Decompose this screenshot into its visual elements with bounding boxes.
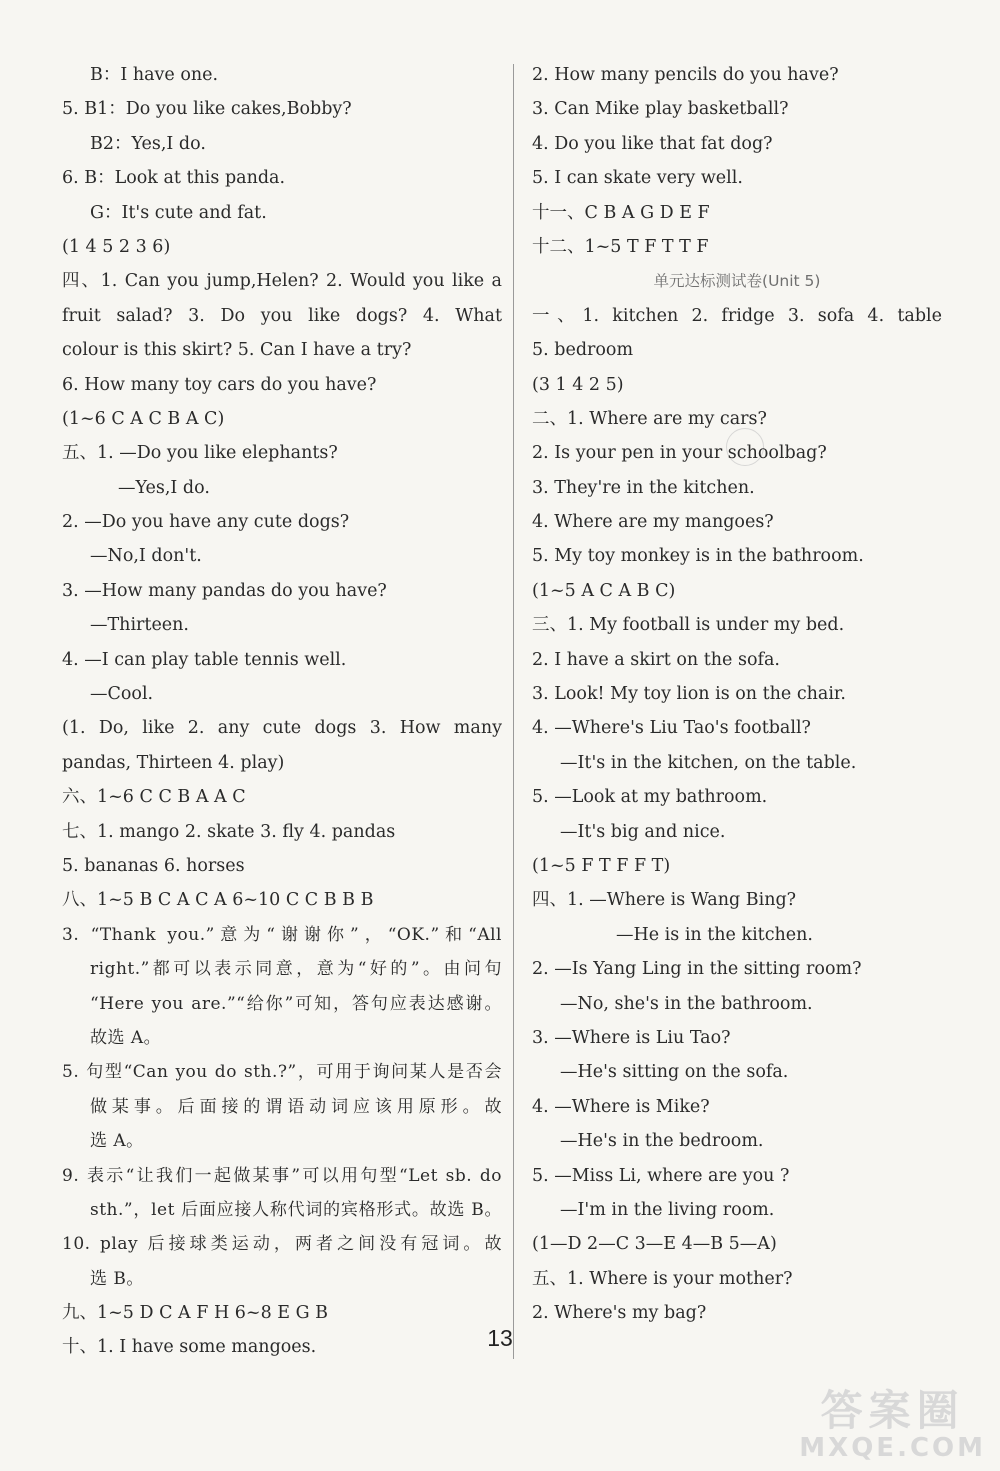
watermark [799, 1388, 986, 1462]
answer-line: 三、1. My football is under my bed. [532, 615, 845, 636]
answer-line: —No,I don't. [90, 546, 202, 567]
answer-line: 一、1. kitchen 2. fridge 3. sofa 4. table [532, 305, 942, 326]
answer-line: (1. Do, like 2. any cute dogs 3. How many [62, 718, 502, 739]
answer-line: 5. —Look at my bathroom. [532, 787, 768, 808]
answer-line: 5. I can skate very well. [532, 168, 743, 189]
answer-line: 3. Look! My toy lion is on the chair. [532, 684, 846, 705]
answer-line: (1~5 A C A B C) [532, 580, 676, 601]
answer-line: —He's sitting on the sofa. [560, 1062, 789, 1083]
answer-line: 九、1~5 D C A F H 6~8 E G B [62, 1303, 329, 1324]
answer-line: —Thirteen. [90, 615, 189, 636]
answer-line: 5. B1：Do you like cakes,Bobby? [62, 99, 352, 120]
answer-line: 5. bananas 6. horses [62, 855, 245, 876]
answer-line: 2. —Do you have any cute dogs? [62, 512, 350, 533]
watermark-logo-text: 答案圈 [820, 1386, 965, 1435]
answer-line: 5. My toy monkey is in the bathroom. [532, 546, 864, 567]
answer-line: (1~5 F T F F T) [532, 855, 671, 876]
column-divider [513, 64, 514, 1359]
answer-line: (1~6 C A C B A C) [62, 408, 225, 429]
answer-line: 2. I have a skirt on the sofa. [532, 649, 780, 670]
answer-line: 2. Is your pen in your schoolbag? [532, 443, 827, 464]
answer-line: —He's in the bedroom. [560, 1131, 764, 1152]
answer-line: 4. —I can play table tennis well. [62, 649, 347, 670]
answer-line: 6. B：Look at this panda. [62, 168, 286, 189]
answer-line: “Here you are.”“给你”可知，答句应表达感谢。 [90, 993, 502, 1014]
answer-line: 故选 A。 [90, 1027, 162, 1048]
answer-line: 十、1. I have some mangoes. [62, 1337, 317, 1358]
answer-line: 七、1. mango 2. skate 3. fly 4. pandas [62, 821, 396, 842]
answer-line: 做某事。后面接的谓语动词应该用原形。故 [90, 1096, 502, 1117]
right-column [532, 58, 942, 1330]
answer-line: 二、1. Where are my cars? [532, 408, 767, 429]
answer-line: 选 A。 [90, 1131, 144, 1152]
answer-line: B：I have one. [90, 65, 219, 85]
answer-line: 十二、1~5 T F T T F [532, 236, 709, 257]
watermark-url: MXQE.COM [799, 1433, 986, 1463]
page-number: 13 [487, 1325, 513, 1351]
answer-line: 五、1. —Do you like elephants? [62, 443, 338, 464]
left-column [62, 58, 502, 1365]
answer-line: 10. play 后接球类运动，两者之间没有冠词。故 [62, 1234, 502, 1255]
answer-line: 2. How many pencils do you have? [532, 65, 839, 85]
answer-line: —I'm in the living room. [560, 1199, 775, 1220]
answer-line: 六、1~6 C C B A A C [62, 787, 246, 808]
answer-line: (3 1 4 2 5) [532, 374, 624, 395]
answer-line: —Yes,I do. [118, 477, 210, 498]
answer-line: —It's in the kitchen, on the table. [560, 752, 857, 773]
answer-line: B2：Yes,I do. [90, 133, 206, 154]
answer-line: right.”都可以表示同意，意为“好的”。由问句 [90, 959, 502, 980]
answer-line: 3. Can Mike play basketball? [532, 99, 789, 120]
answer-line: 3. —Where is Liu Tao? [532, 1027, 731, 1048]
answer-line: 4. Do you like that fat dog? [532, 133, 773, 154]
answer-line: —It's big and nice. [560, 821, 726, 842]
answer-line: 4. Where are my mangoes? [532, 512, 774, 533]
answer-line: 十一、C B A G D E F [532, 202, 710, 223]
answer-line: 四、1. Can you jump,Helen? 2. Would you like a [62, 271, 502, 292]
answer-line: 5. bedroom [532, 340, 634, 361]
answer-line: 四、1. —Where is Wang Bing? [532, 890, 797, 911]
answer-line: —He is in the kitchen. [616, 924, 813, 945]
answer-line: 3. “Thank you.”意为“谢谢你”，“OK.”和“All [62, 924, 502, 945]
answer-line: —No, she's in the bathroom. [560, 993, 813, 1014]
answer-line: 2. Where's my bag? [532, 1303, 707, 1324]
answer-line: pandas, Thirteen 4. play) [62, 752, 285, 773]
answer-line: 2. —Is Yang Ling in the sitting room? [532, 959, 862, 980]
answer-line: 9. 表示“让我们一起做某事”可以用句型“Let sb. do [62, 1165, 502, 1186]
answer-line: 4. —Where is Mike? [532, 1096, 710, 1117]
answer-line: 五、1. Where is your mother? [532, 1268, 793, 1289]
answer-line: G：It's cute and fat. [90, 202, 267, 223]
answer-line: 八、1~5 B C A C A 6~10 C C B B B [62, 890, 374, 911]
answer-line: (1—D 2—C 3—E 4—B 5—A) [532, 1234, 777, 1255]
answer-line: (1 4 5 2 3 6) [62, 236, 171, 257]
section-heading: 单元达标测试卷(Unit 5) [653, 272, 821, 291]
answer-line: —Cool. [90, 684, 154, 705]
answer-line: 4. —Where's Liu Tao's football? [532, 718, 811, 739]
answer-line: 3. —How many pandas do you have? [62, 580, 387, 601]
answer-line: fruit salad? 3. Do you like dogs? 4. What [62, 305, 502, 326]
answer-line: 5. 句型“Can you do sth.?”，可用于询问某人是否会 [62, 1062, 502, 1083]
answer-line: 3. They're in the kitchen. [532, 477, 755, 498]
answer-line: colour is this skirt? 5. Can I have a try? [62, 340, 412, 361]
answer-line: sth.”，let 后面应接人称代词的宾格形式。故选 B。 [90, 1199, 502, 1220]
answer-line: 5. —Miss Li, where are you ? [532, 1165, 790, 1186]
answer-line: 6. How many toy cars do you have? [62, 374, 377, 395]
answer-line: 选 B。 [90, 1268, 144, 1289]
